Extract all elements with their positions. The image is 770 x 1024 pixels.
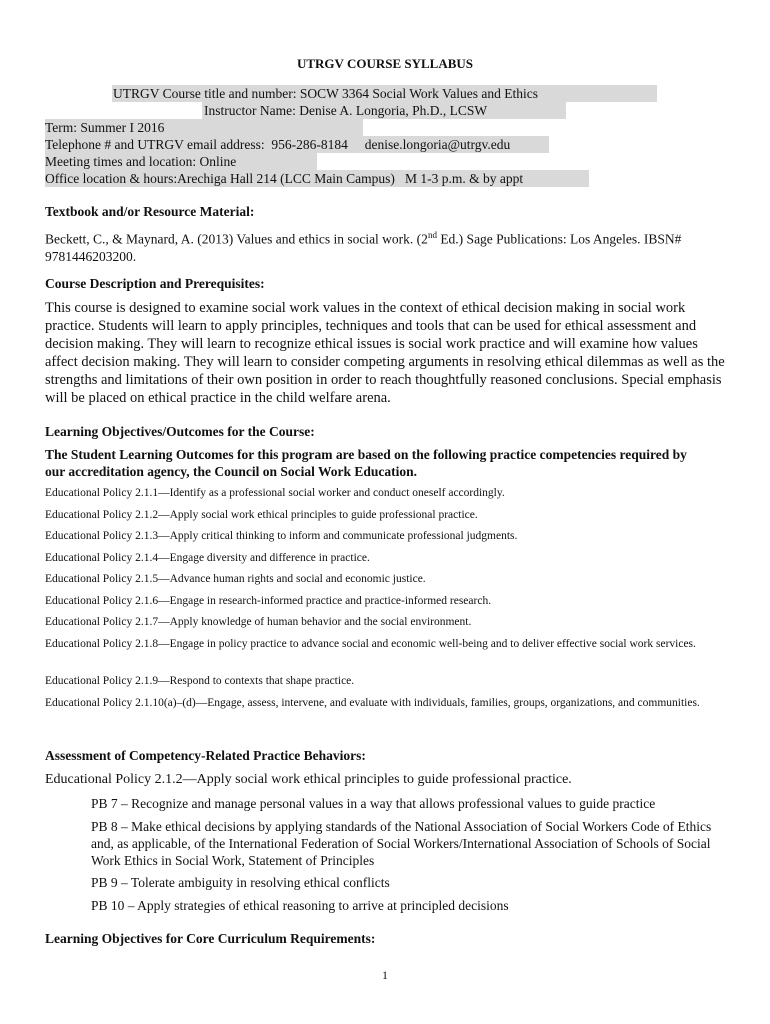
course-title-line: UTRGV Course title and number: SOCW 3364 Social Work Values and Ethics [113, 86, 538, 101]
textbook-citation-text: Beckett, C., & Maynard, A. (2013) Values and ethics in social work. (2 [45, 231, 428, 247]
policy-item: Educational Policy 2.1.8—Engage in policy practice to advance social and economic well-being and to deliver effective social work services. [45, 638, 696, 650]
instructor-line: Instructor Name: Denise A. Longoria, Ph.D., LCSW [204, 103, 488, 118]
textbook-heading: Textbook and/or Resource Material: [45, 204, 255, 219]
page-number: 1 [382, 968, 388, 982]
practice-behavior-item: PB 7 – Recognize and manage personal values in a way that allows professional values to guide practice [91, 796, 656, 811]
objectives-intro: The Student Learning Outcomes for this program are based on the following practice competencies required by our accreditation agency, the Council on Social Work Education. [45, 447, 687, 479]
objectives-heading: Learning Objectives/Outcomes for the Course: [45, 424, 315, 439]
meeting-line: Meeting times and location: Online [45, 154, 237, 169]
policy-item: Educational Policy 2.1.2—Apply social work ethical principles to guide professional practice. [45, 509, 478, 521]
textbook-edition-sup: nd [427, 230, 437, 240]
assessment-heading: Assessment of Competency-Related Practice Behaviors: [45, 748, 366, 763]
practice-behavior-item: PB 8 – Make ethical decisions by applying standards of the National Association of Social Workers Code of Ethics and, as applicable, of the International Federation of Social Workers/International Association of Schools of Social Work Ethics in Social Work, Statement of Principles [91, 819, 712, 868]
office-line: Office location & hours:Arechiga Hall 214 (LCC Main Campus) M 1-3 p.m. & by appt [45, 171, 524, 186]
policy-item: Educational Policy 2.1.3—Apply critical thinking to inform and communicate professional judgments. [45, 530, 518, 542]
telephone-email-line: Telephone # and UTRGV email address: 956-286-8184 denise.longoria@utrgv.edu [45, 137, 511, 152]
policy-item: Educational Policy 2.1.9—Respond to contexts that shape practice. [45, 675, 355, 687]
core-curriculum-heading: Learning Objectives for Core Curriculum Requirements: [45, 931, 376, 946]
policy-item: Educational Policy 2.1.4—Engage diversity and difference in practice. [45, 552, 370, 564]
assessment-policy: Educational Policy 2.1.2—Apply social work ethical principles to guide professional practice. [45, 772, 572, 787]
textbook-citation-rest: Ed.) Sage Publications: Los Angeles. IBSN# [436, 231, 682, 247]
policy-item: Educational Policy 2.1.6—Engage in research-informed practice and practice-informed research. [45, 595, 492, 607]
term-line: Term: Summer I 2016 [45, 120, 165, 135]
textbook-citation [45, 227, 730, 265]
policy-item: Educational Policy 2.1.5—Advance human rights and social and economic justice. [45, 573, 426, 585]
policy-item: Educational Policy 2.1.10(a)–(d)—Engage, assess, intervene, and evaluate with individuals, families, groups, organizations, and communities. [45, 697, 700, 709]
description-text: This course is designed to examine social work values in the context of ethical decision making in social work practice. Students will learn to apply principles, techniques and tools that can be used for ethical assessment and decision making. They will learn to recognize ethical issues is social work practice and will examine how values affect decision making. They will learn to consider competing arguments in resolving ethical dilemmas as well as the strengths and limitations of their own position in order to reach thoughtfully reasoned conclusions. Special emphasis will be placed on ethical practice in the child welfare arena. [45, 300, 725, 406]
practice-behavior-item: PB 9 – Tolerate ambiguity in resolving ethical conflicts [91, 875, 390, 890]
practice-behavior-item: PB 10 – Apply strategies of ethical reasoning to arrive at principled decisions [91, 898, 509, 913]
page-title: UTRGV COURSE SYLLABUS [296, 56, 474, 71]
policy-item: Educational Policy 2.1.7—Apply knowledge of human behavior and the social environment. [45, 616, 472, 628]
description-heading: Course Description and Prerequisites: [45, 276, 265, 291]
textbook-isbn: 9781446203200. [45, 248, 137, 264]
policy-item: Educational Policy 2.1.1—Identify as a professional social worker and conduct oneself accordingly. [45, 487, 505, 499]
